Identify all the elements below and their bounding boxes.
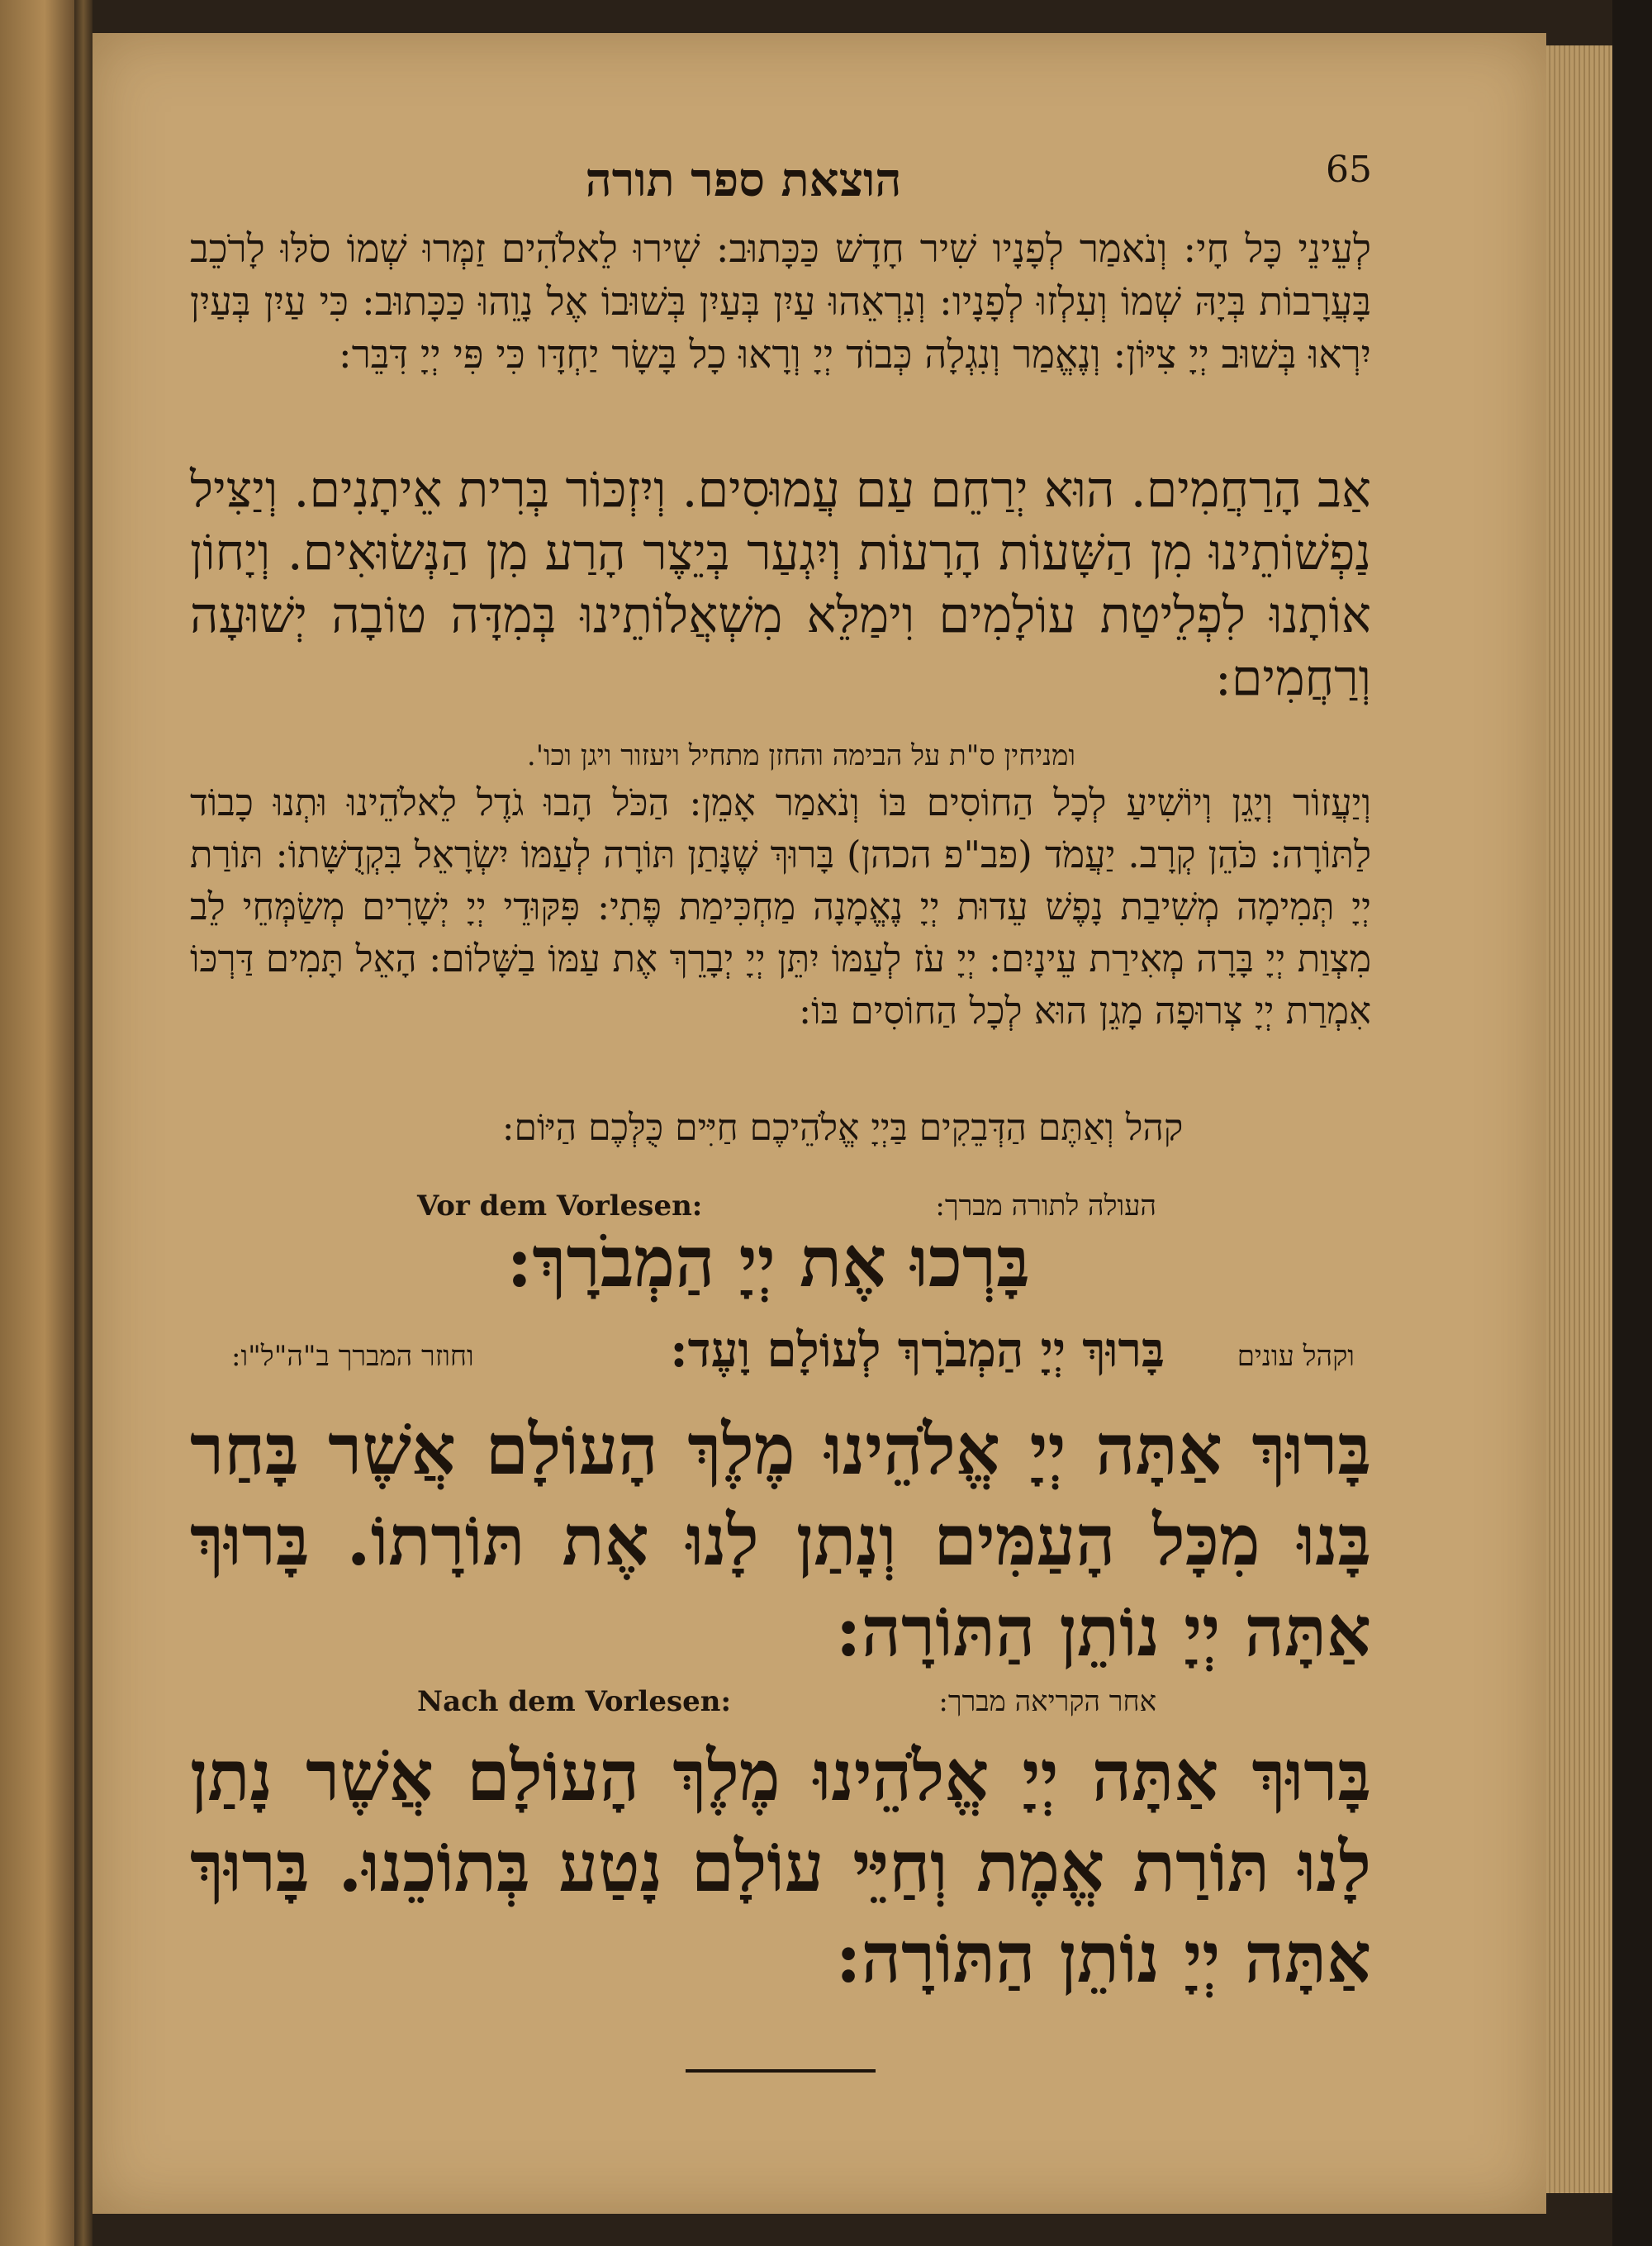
- book-gutter: [74, 0, 93, 2246]
- blessing-before-reading: בָּרוּךְ אַתָּה יְיָ אֱלֹהֵינוּ מֶלֶךְ הָעוֹלָם אֲשֶׁר בָּחַר בָּנוּ מִכָּל הָעַמִּים וְנָתַן לָנוּ אֶת תּוֹרָתוֹ. בָּרוּךְ אַתָּה יְיָ נוֹתֵן הַתּוֹרָה:: [190, 1408, 1371, 1672]
- label-after-reading-he: אחר הקריאה מברך:: [938, 1685, 1156, 1718]
- instruction-note: ומניחין ס"ת על הבימה והחזן מתחיל ויעזור ויגן וכו'.: [526, 739, 1076, 772]
- label-before-reading-de: Vor dem Vorlesen:: [417, 1189, 703, 1223]
- closing-rule: [686, 2069, 876, 2073]
- paragraph-veyaazor: וְיַעֲזוֹר וְיָגֵן וְיוֹשִׁיעַ לְכָל הַחוֹסִים בּוֹ וְנֹאמַר אָמֵן: הַכֹּל הָבוּ גֹדֶל לֵאלֹהֵינוּ וּתְנוּ כָבוֹד לַתּוֹרָה: כֹּהֵן קְרָב. יַעֲמֹד (פב"פ הכהן) בָּרוּךְ שֶׁנָּתַן תּוֹרָה לְעַמּוֹ יִשְׂרָאֵל בִּקְדֻשָּׁתוֹ: תּוֹרַת יְיָ תְּמִימָה מְשִׁיבַת נָפֶשׁ עֵדוּת יְיָ נֶאֱמָנָה מַחְכִּימַת פֶּתִי: פִּקּוּדֵי יְיָ יְשָׁרִים מְשַׂמְּחֵי לֵב מִצְוַת יְיָ בָּרָה מְאִירַת עֵינָיִם: יְיָ עֹז לְעַמּוֹ יִתֵּן יְיָ יְבָרֵךְ אֶת עַמּוֹ בַשָּׁלוֹם: הָאֵל תָּמִים דַּרְכּוֹ אִמְרַת יְיָ צְרוּפָה מָגֵן הוּא לְכָל הַחוֹסִים בּוֹ:: [190, 781, 1371, 1033]
- paragraph-av-harachamim: אַב הָרַחֲמִים. הוּא יְרַחֵם עַם עֲמוּסִים. וְיִזְכּוֹר בְּרִית אֵיתָנִים. וְיַצִּיל נַפְשׁוֹתֵינוּ מִן הַשָּׁעוֹת הָרָעוֹת וְיִגְעַר בְּיֵצֶר הָרַע מִן הַנְּשׂוּאִים. וְיָחוֹן אוֹתָנוּ לִפְלֵיטַת עוֹלָמִים וִימַלֵּא מִשְׁאֲלוֹתֵינוּ בְּמִדָּה טוֹבָה יְשׁוּעָה וְרַחֲמִים:: [190, 461, 1371, 707]
- book-cover-edge: [1612, 0, 1652, 2246]
- blessing-after-reading: בָּרוּךְ אַתָּה יְיָ אֱלֹהֵינוּ מֶלֶךְ הָעוֹלָם אֲשֶׁר נָתַן לָנוּ תּוֹרַת אֱמֶת וְחַיֵּי עוֹלָם נָטַע בְּתוֹכֵנוּ. בָּרוּךְ אַתָּה יְיָ נוֹתֵן הַתּוֹרָה:: [190, 1735, 1371, 1998]
- running-head: הוצאת ספר תורה: [585, 153, 902, 207]
- response-label-right: וקהל עונים: [1237, 1340, 1355, 1373]
- barchu-call: בָּרְכוּ אֶת יְיָ הַמְבֹרָךְ:: [506, 1221, 1030, 1303]
- label-before-reading-he: העולה לתורה מברך:: [935, 1189, 1156, 1223]
- facing-page-edge: [0, 0, 74, 2246]
- page-edges: [1546, 45, 1612, 2193]
- label-after-reading-de: Nach dem Vorlesen:: [417, 1685, 732, 1718]
- paragraph-lein-kol-chai: לְעֵינֵי כָּל חָי: וְנֹאמַר לְפָנָיו שִׁיר חָדָשׁ כַּכָּתוּב: שִׁירוּ לֵאלֹהִים זַמְּרוּ שְׁמוֹ סֹלּוּ לָרֹכֵב בָּעֲרָבוֹת בְּיָהּ שְׁמוֹ וְעִלְזוּ לְפָנָיו: וְנִרְאֵהוּ עַיִן בְּעַיִן בְּשׁוּבוֹ אֶל נָוֵהוּ כַּכָּתוּב: כִּי עַיִן בְּעַיִן יִרְאוּ בְּשׁוּב יְיָ צִיּוֹן: וְנֶאֱמַר וְנִגְלָה כְּבוֹד יְיָ וְרָאוּ כָל בָּשָׂר יַחְדָּו כִּי פִּי יְיָ דִּבֵּר:: [190, 226, 1371, 377]
- barchu-response-row: [231, 1322, 1355, 1388]
- congregation-response: קהל וְאַתֶּם הַדְּבֵקִים בַּיְיָ אֱלֹהֵיכֶם חַיִּים כֻּלְּכֶם הַיּוֹם:: [501, 1107, 1184, 1149]
- page-number: 65: [1326, 149, 1372, 191]
- barchu-response: בָּרוּךְ יְיָ הַמְבֹרָךְ לְעוֹלָם וָעֶד:: [670, 1322, 1165, 1378]
- response-label-left: וחוזר המברך ב"ה"ל"ו:: [231, 1340, 474, 1373]
